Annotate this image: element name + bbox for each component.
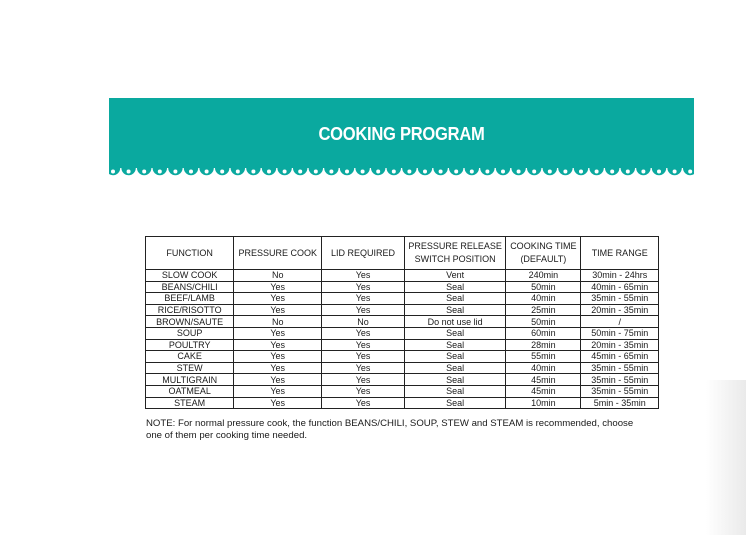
cell-function: RICE/RISOTTO: [146, 304, 234, 316]
page-edge-shadow: [706, 380, 746, 535]
header-function: FUNCTION: [146, 237, 234, 270]
cell-lid-required: Yes: [322, 351, 405, 363]
cell-switch-position: Seal: [404, 351, 505, 363]
table-header-row: [146, 237, 659, 270]
table-row: [146, 327, 659, 339]
cell-lid-required: Yes: [322, 281, 405, 293]
cell-lid-required: Yes: [322, 327, 405, 339]
table-row: [146, 304, 659, 316]
cell-cooking-time: 240min: [506, 270, 581, 282]
cell-function: BEEF/LAMB: [146, 293, 234, 305]
banner-scallop-edge: [109, 162, 694, 180]
cell-cooking-time: 10min: [506, 397, 581, 409]
cell-cooking-time: 60min: [506, 327, 581, 339]
cell-cooking-time: 40min: [506, 362, 581, 374]
header-pressure-cook: PRESSURE COOK: [234, 237, 322, 270]
cell-switch-position: Seal: [404, 304, 505, 316]
cell-time-range: 50min - 75min: [581, 327, 659, 339]
cell-lid-required: Yes: [322, 304, 405, 316]
cell-cooking-time: 50min: [506, 316, 581, 328]
header-time-range: TIME RANGE: [581, 237, 659, 270]
cell-pressure-cook: Yes: [234, 362, 322, 374]
cell-switch-position: Seal: [404, 327, 505, 339]
cell-pressure-cook: Yes: [234, 397, 322, 409]
cell-cooking-time: 55min: [506, 351, 581, 363]
cell-pressure-cook: Yes: [234, 327, 322, 339]
cell-cooking-time: 50min: [506, 281, 581, 293]
cell-function: STEAM: [146, 397, 234, 409]
cell-pressure-cook: No: [234, 270, 322, 282]
cell-switch-position: Do not use lid: [404, 316, 505, 328]
cell-time-range: 35min - 55min: [581, 362, 659, 374]
cell-pressure-cook: Yes: [234, 281, 322, 293]
cell-lid-required: Yes: [322, 293, 405, 305]
table-body: [146, 270, 659, 409]
cell-cooking-time: 45min: [506, 374, 581, 386]
table-row: [146, 397, 659, 409]
cell-switch-position: Seal: [404, 362, 505, 374]
cell-lid-required: Yes: [322, 374, 405, 386]
cooking-program-table: [145, 236, 659, 409]
table-row: [146, 281, 659, 293]
cell-lid-required: Yes: [322, 270, 405, 282]
cell-function: POULTRY: [146, 339, 234, 351]
cell-function: BROWN/SAUTE: [146, 316, 234, 328]
cell-cooking-time: 45min: [506, 385, 581, 397]
cell-pressure-cook: Yes: [234, 385, 322, 397]
table-row: [146, 316, 659, 328]
cell-switch-position: Seal: [404, 281, 505, 293]
cell-lid-required: No: [322, 316, 405, 328]
cell-lid-required: Yes: [322, 397, 405, 409]
cell-time-range: 35min - 55min: [581, 293, 659, 305]
cell-function: SOUP: [146, 327, 234, 339]
cell-switch-position: Vent: [404, 270, 505, 282]
header-cooking-time: COOKING TIME (DEFAULT): [506, 237, 581, 270]
table-row: [146, 293, 659, 305]
banner-title: COOKING PROGRAM: [318, 124, 485, 144]
cell-time-range: 30min - 24hrs: [581, 270, 659, 282]
cell-pressure-cook: Yes: [234, 304, 322, 316]
cell-function: OATMEAL: [146, 385, 234, 397]
cell-time-range: 20min - 35min: [581, 339, 659, 351]
table-row: [146, 374, 659, 386]
cell-function: CAKE: [146, 351, 234, 363]
cell-switch-position: Seal: [404, 397, 505, 409]
cell-lid-required: Yes: [322, 339, 405, 351]
cell-lid-required: Yes: [322, 385, 405, 397]
cell-switch-position: Seal: [404, 293, 505, 305]
header-switch-position: PRESSURE RELEASE SWITCH POSITION: [404, 237, 505, 270]
cell-time-range: 45min - 65min: [581, 351, 659, 363]
table-row: [146, 385, 659, 397]
cell-time-range: 35min - 55min: [581, 385, 659, 397]
cell-switch-position: Seal: [404, 385, 505, 397]
table-row: [146, 351, 659, 363]
cell-function: STEW: [146, 362, 234, 374]
header-lid-required: LID REQUIRED: [322, 237, 405, 270]
cell-pressure-cook: Yes: [234, 339, 322, 351]
cell-time-range: 20min - 35min: [581, 304, 659, 316]
cell-time-range: /: [581, 316, 659, 328]
cell-pressure-cook: Yes: [234, 351, 322, 363]
cell-cooking-time: 28min: [506, 339, 581, 351]
cell-function: BEANS/CHILI: [146, 281, 234, 293]
cell-cooking-time: 25min: [506, 304, 581, 316]
cell-function: SLOW COOK: [146, 270, 234, 282]
cell-cooking-time: 40min: [506, 293, 581, 305]
cell-lid-required: Yes: [322, 362, 405, 374]
cell-time-range: 5min - 35min: [581, 397, 659, 409]
cell-pressure-cook: No: [234, 316, 322, 328]
cell-switch-position: Seal: [404, 374, 505, 386]
table-row: [146, 270, 659, 282]
table-row: [146, 362, 659, 374]
cell-switch-position: Seal: [404, 339, 505, 351]
cell-time-range: 40min - 65min: [581, 281, 659, 293]
cell-time-range: 35min - 55min: [581, 374, 659, 386]
table-row: [146, 339, 659, 351]
cell-pressure-cook: Yes: [234, 374, 322, 386]
cell-function: MULTIGRAIN: [146, 374, 234, 386]
usage-note: NOTE: For normal pressure cook, the function BEANS/CHILI, SOUP, STEW and STEAM is recommended, choose one of them per cooking time needed.: [146, 418, 634, 441]
section-banner: [109, 98, 694, 168]
cell-pressure-cook: Yes: [234, 293, 322, 305]
